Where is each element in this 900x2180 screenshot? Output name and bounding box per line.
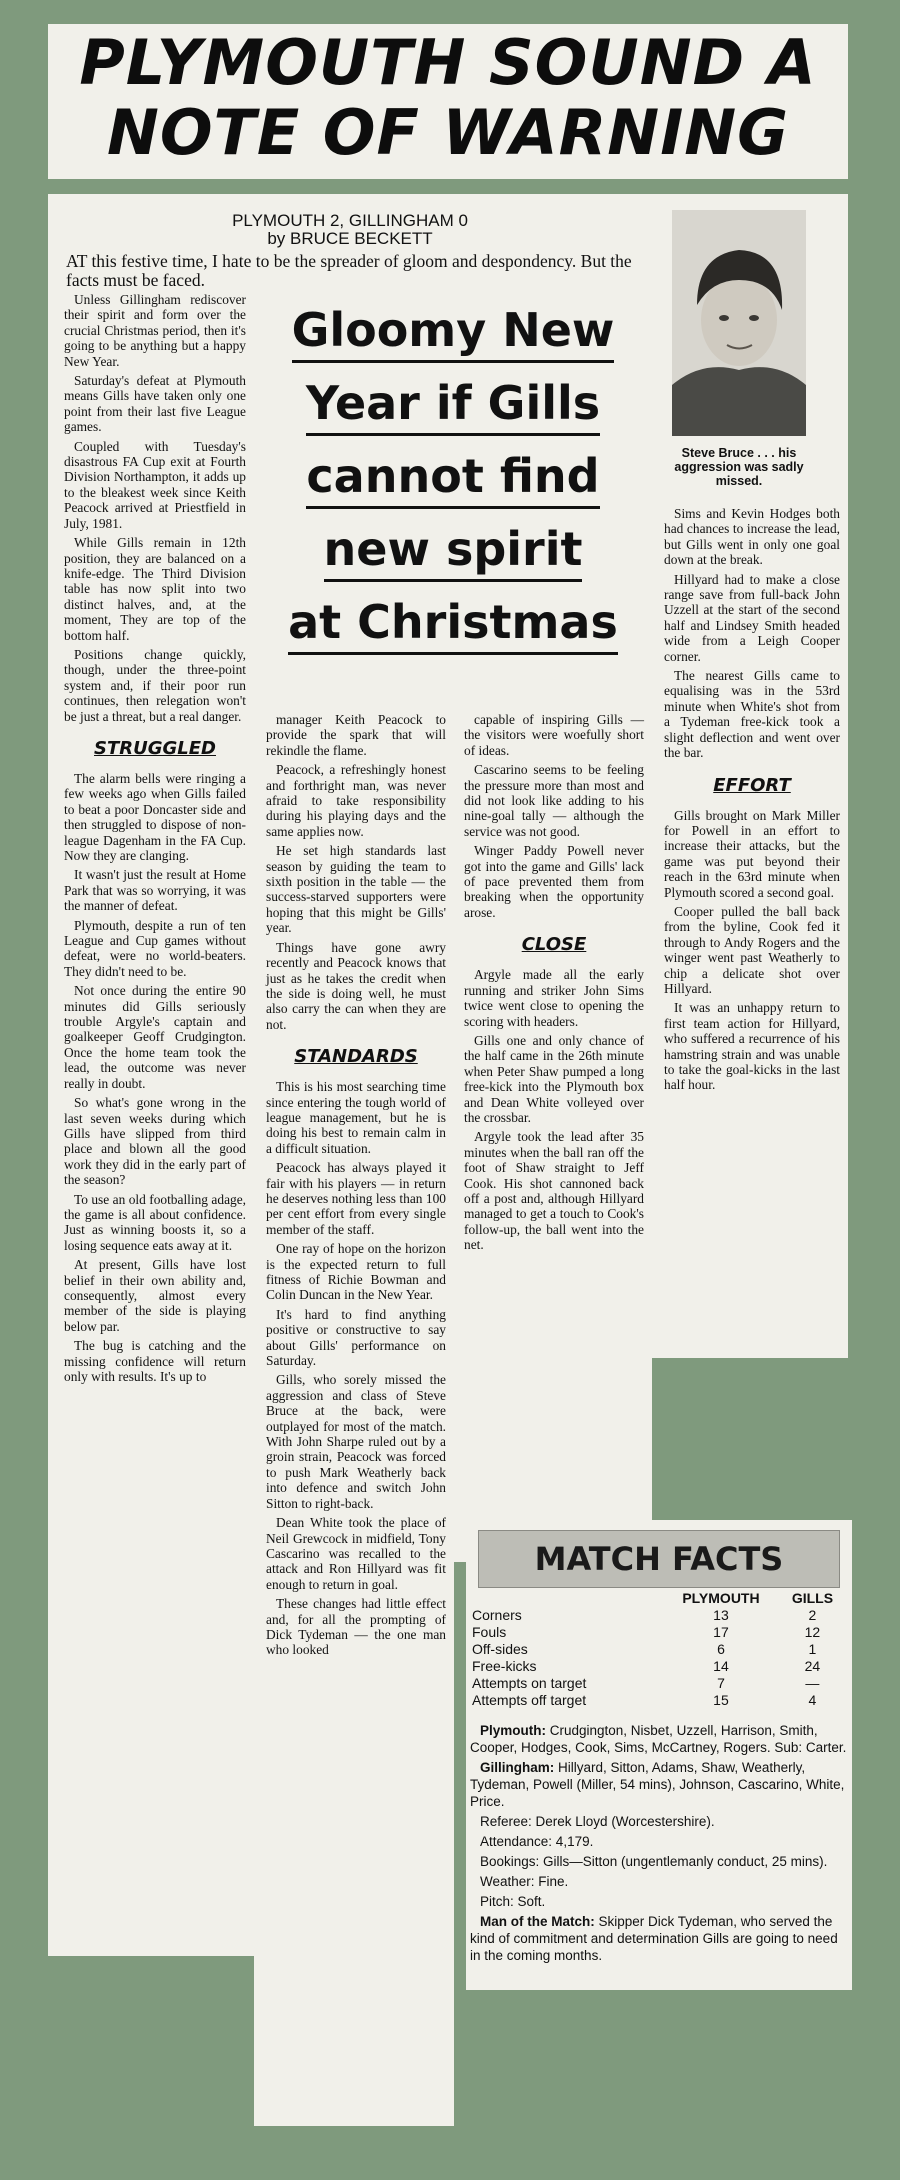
match-facts-table	[472, 1590, 848, 1709]
gills-value: 12	[804, 1624, 821, 1640]
subhead-line-4: new spirit	[324, 519, 583, 582]
headline-line-1: PLYMOUTH SOUND A	[79, 26, 817, 99]
headline-panel	[48, 24, 848, 179]
column-header: PLYMOUTH	[682, 1590, 760, 1606]
paragraph: While Gills remain in 12th position, they are balanced on a knife-edge. The Third Division table has now split into two distinct halves, and, at the moment, They are top of the bottom half.	[64, 535, 246, 643]
paragraph: Unless Gillingham rediscover their spirit and form over the crucial Christmas period, then it's going to be anything but a happy New Year.	[64, 292, 246, 369]
match-facts-notes	[470, 1722, 850, 1967]
note-text: Hillyard, Sitton, Adams, Shaw, Weatherly, Tydeman, Powell (Miller, 54 mins), Johnson, Cascarino, White, Price.	[470, 1760, 845, 1809]
paragraph: Argyle took the lead after 35 minutes when the ball ran off the foot of Shaw straight to Jeff Cook. His shot cannoned back off a post and, although Hillyard managed to get a touch to Cook's follow-up, the ball went into the net.	[464, 1129, 644, 1253]
paragraph: To use an old footballing adage, the game is all about confidence. Just as winning boosts it, so a losing sequence eats away at it.	[64, 1191, 246, 1253]
paragraph: Dean White took the place of Neil Grewcock in midfield, Tony Cascarino was recalled to the attack and Ron Hillyard was fit enough to return in goal.	[266, 1515, 446, 1592]
subhead-line-2: Year if Gills	[306, 373, 600, 436]
note-line	[470, 1833, 850, 1850]
paragraph: Argyle made all the early running and striker John Sims twice went close to opening the scoring with headers.	[464, 967, 644, 1029]
column-3	[464, 712, 644, 1257]
paragraph: The nearest Gills came to equalising was in the 53rd minute when White's shot from a Tydeman free-kick took a slight deflection and went over the bar.	[664, 668, 840, 761]
byline	[150, 212, 550, 248]
note-line	[470, 1873, 850, 1890]
table-row	[472, 1624, 848, 1641]
subhead-line-3: cannot find	[306, 446, 599, 509]
paragraph: One ray of hope on the horizon is the expected return to full fitness of Richie Bowman and Colin Duncan in the New Year.	[266, 1241, 446, 1303]
column-header	[472, 1590, 665, 1607]
plymouth-value: 17	[713, 1624, 729, 1640]
paragraph: It was an unhappy return to first team action for Hillyard, who suffered a recurrence of his hamstring strain and was unable to take the goal-kicks in the last half hour.	[664, 1000, 840, 1093]
table-row	[472, 1641, 848, 1658]
table-row	[472, 1658, 848, 1675]
crosshead-standards: STANDARDS	[294, 1046, 418, 1068]
paragraph: Winger Paddy Powell never got into the game and Gills' lack of pace prevented them from breaking when the opportunity arose.	[464, 843, 644, 920]
paragraph: Gills, who sorely missed the aggression and class of Steve Bruce at the back, were outplayed for most of the match. With John Sharpe ruled out by a groin strain, Peacock was forced to push Mark Weatherly back into defence and switch John Sitton to right-back.	[266, 1372, 446, 1511]
paragraph: Things have gone awry recently and Peacock knows that just as he takes the credit when the side is doing well, he must also carry the can when they are not.	[266, 939, 446, 1032]
gills-value: 4	[808, 1692, 817, 1708]
paragraph: Saturday's defeat at Plymouth means Gills have taken only one point from their last five League games.	[64, 373, 246, 435]
paragraph: Cooper pulled the ball back from the byline, Cook fed it through to Andy Rogers and the winger went past Weatherly to chip a delicate shot over Hillyard.	[664, 903, 840, 996]
subhead	[278, 296, 628, 661]
note-line	[470, 1853, 850, 1870]
note-line	[470, 1893, 850, 1910]
paragraph: It wasn't just the result at Home Park that was so worrying, it was the manner of defeat.	[64, 867, 246, 914]
paragraph: capable of inspiring Gills — the visitors were woefully short of ideas.	[464, 712, 644, 758]
paragraph: Plymouth, despite a run of ten League and Cup games without defeat, were no world-beaters. They didn't need to be.	[64, 917, 246, 979]
table-row	[472, 1607, 848, 1624]
paragraph: Not once during the entire 90 minutes did Gills seriously trouble Argyle's captain and goalkeeper Geoff Crudgington. Once the home team took the lead, the outcome was never really in doubt.	[64, 983, 246, 1091]
note-label: Gillingham:	[480, 1760, 555, 1775]
paragraph: Positions change quickly, though, under the three-point system and, if their poor run continues, then relegation won't be just a threat, but a real danger.	[64, 646, 246, 724]
paragraph: Gills one and only chance of the half came in the 26th minute when Peter Shaw pumped a long free-kick into the Plymouth box and Dean White volleyed over the crossbar.	[464, 1032, 644, 1125]
column-header: GILLS	[791, 1590, 834, 1606]
note-text: Referee: Derek Lloyd (Worcestershire).	[480, 1814, 715, 1829]
note-label: Plymouth:	[480, 1723, 546, 1738]
column-2	[266, 712, 446, 1662]
paragraph: Cascarino seems to be feeling the pressure more than most and did not look like adding to his nine-goal tally — although the service was not good.	[464, 762, 644, 839]
photo-caption: Steve Bruce . . . his aggression was sadly missed.	[674, 446, 804, 488]
plymouth-value: 13	[713, 1607, 729, 1623]
paragraph: The alarm bells were ringing a few weeks ago when Gills failed to beat a poor Doncaster side and then struggled to dispose of non-league Dagenham in the FA Cup. Now they are clanging.	[64, 770, 246, 863]
plymouth-value: 14	[713, 1658, 729, 1674]
headline	[48, 24, 848, 168]
paragraph: Peacock, a refreshingly honest and forthright man, was never afraid to take responsibility during his playing days and the same applies now.	[266, 762, 446, 839]
paragraph: manager Keith Peacock to provide the spark that will rekindle the flame.	[266, 712, 446, 758]
note-line	[470, 1759, 850, 1810]
author: by BRUCE BECKETT	[267, 229, 433, 248]
paragraph: The bug is catching and the missing confidence will return only with results. It's up to	[64, 1338, 246, 1384]
stat-label: Off-sides	[472, 1641, 528, 1657]
crosshead-effort: EFFORT	[713, 774, 791, 796]
note-text: Skipper Dick Tydeman, who served the kind of commitment and determination Gills are going to need in the coming months.	[470, 1914, 838, 1963]
note-text: Bookings: Gills—Sitton (ungentlemanly conduct, 25 mins).	[480, 1854, 828, 1869]
paragraph: It's hard to find anything positive or constructive to say about Gills' performance on Saturday.	[266, 1306, 446, 1369]
photo-image	[672, 210, 806, 436]
headline-line-2: NOTE OF WARNING	[106, 96, 790, 169]
table-row	[472, 1675, 848, 1692]
note-line	[470, 1722, 850, 1756]
paragraph: He set high standards last season by guiding the team to sixth position in the table — the success-starved supporters were hoping that this might be Gills' year.	[266, 843, 446, 936]
paragraph: Hillyard had to make a close range save from full-back John Uzzell at the start of the second half and Lindsey Smith headed wide from a Leigh Cooper corner.	[664, 571, 840, 664]
note-text: Pitch: Soft.	[480, 1894, 546, 1909]
subhead-line-5: at Christmas	[288, 592, 618, 655]
gills-value: 24	[804, 1658, 821, 1674]
column-4	[664, 506, 840, 1097]
crosshead-close: CLOSE	[521, 934, 587, 956]
paragraph: Peacock has always played it fair with his players — in return he deserves nothing less than 100 per cent effort from every single member of the staff.	[266, 1160, 446, 1237]
note-text: Crudgington, Nisbet, Uzzell, Harrison, Smith, Cooper, Hodges, Cook, Sims, McCartney, Rogers. Sub: Carter.	[470, 1723, 847, 1755]
paragraph: These changes had little effect and, for all the prompting of Dick Tydeman — the one man who looked	[266, 1596, 446, 1658]
stat-label: Free-kicks	[472, 1658, 537, 1674]
standfirst: AT this festive time, I hate to be the spreader of gloom and despondency. But the facts must be faced.	[66, 251, 632, 290]
gills-value: 2	[808, 1607, 817, 1623]
note-text: Weather: Fine.	[480, 1874, 569, 1889]
note-line	[470, 1813, 850, 1830]
gills-value: —	[805, 1675, 820, 1691]
paragraph: Gills brought on Mark Miller for Powell in an effort to increase their attacks, but the game was put beyond their reach in the 63rd minute when Plymouth scored a second goal.	[664, 807, 840, 900]
paragraph: Sims and Kevin Hodges both had chances to increase the lead, but Gills went in only one goal down at the break.	[664, 506, 840, 568]
plymouth-value: 15	[713, 1692, 729, 1708]
plymouth-value: 7	[717, 1675, 725, 1691]
column-1	[64, 292, 246, 1388]
match-facts-title: MATCH FACTS	[478, 1530, 840, 1588]
stat-label: Attempts on target	[472, 1675, 587, 1691]
table-header-row	[472, 1590, 848, 1607]
paragraph: This is his most searching time since entering the tough world of league management, but he is doing his best to remain calm in a difficult situation.	[266, 1079, 446, 1156]
scoreline: PLYMOUTH 2, GILLINGHAM 0	[232, 211, 468, 230]
stat-label: Fouls	[472, 1624, 507, 1640]
paragraph: Coupled with Tuesday's disastrous FA Cup exit at Fourth Division Northampton, it adds up to the bleakest week since Keith Peacock arrived at Priestfield in July, 1981.	[64, 438, 246, 531]
table-row	[472, 1692, 848, 1709]
crosshead-struggled: STRUGGLED	[94, 737, 216, 759]
note-text: Attendance: 4,179.	[480, 1834, 594, 1849]
subhead-line-1: Gloomy New	[292, 300, 615, 363]
gills-value: 1	[808, 1641, 817, 1657]
stat-label: Attempts off target	[472, 1692, 587, 1708]
note-label: Man of the Match:	[480, 1914, 595, 1929]
plymouth-value: 6	[717, 1641, 725, 1657]
paragraph: At present, Gills have lost belief in their own ability and, consequently, almost every member of the side is playing below par.	[64, 1257, 246, 1334]
stat-label: Corners	[472, 1607, 522, 1623]
player-photo	[672, 210, 806, 436]
note-line	[470, 1913, 850, 1964]
paragraph: So what's gone wrong in the last seven weeks during which Gills have slipped from third place and blown all the good work they did in the early part of the season?	[64, 1095, 246, 1188]
